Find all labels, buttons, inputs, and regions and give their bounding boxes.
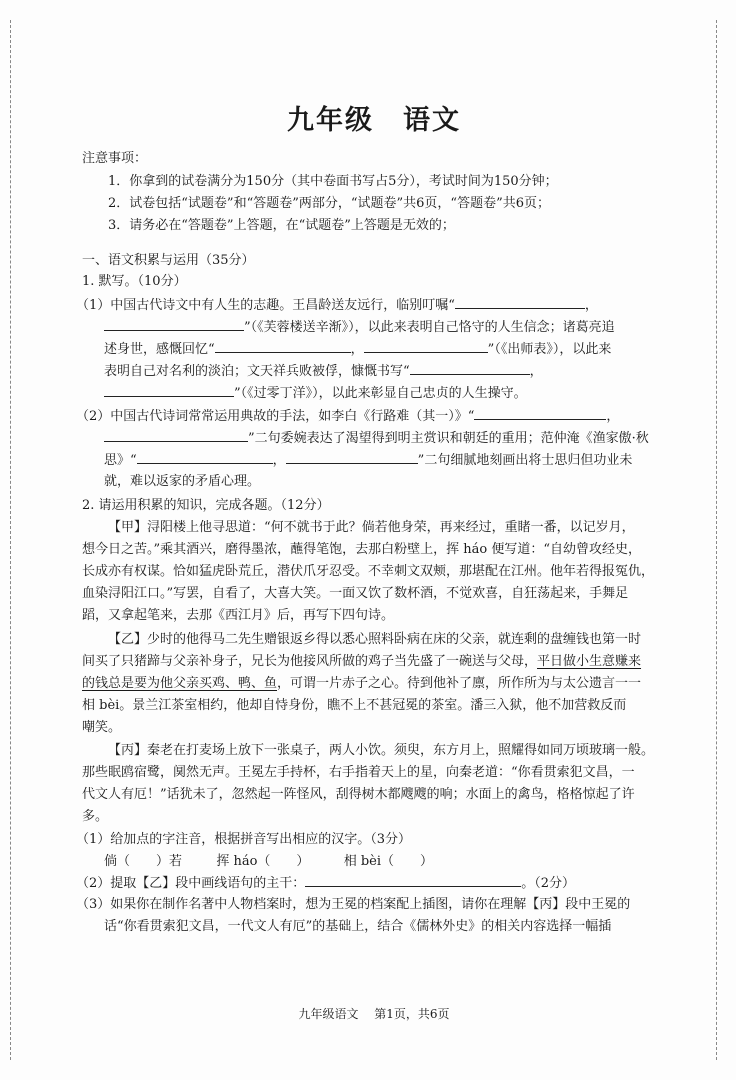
notice-item-1: 1．你拿到的试卷满分为150分（其中卷面书写占5分），考试时间为150分钟； <box>108 174 558 189</box>
answer-blank[interactable] <box>104 318 244 331</box>
bing-line-4: 多。 <box>82 809 109 824</box>
footer-subject: 九年级语文 <box>298 1007 359 1021</box>
sub1-c2: 挥 háo（ <box>216 854 271 869</box>
q1-p1-line2 <box>82 318 666 337</box>
notice-item-2: 2．试卷包括“试题卷”和“答题卷”两部分，“试题卷”共6页，“答题卷”共6页； <box>108 196 550 211</box>
q2-heading: 2. 请运用积累的知识，完成各题。（12分） <box>82 498 330 513</box>
q1-p1-text-a: （1）中国古代诗文中有人生的志趣。王昌龄送友远行，临别叮嘱“ <box>76 298 455 313</box>
jia-line-3: 长成亦有权谋。恰如猛虎卧荒丘，潜伏爪牙忍受。不幸刺文双颊，那堪配在江州。他年若得报冤仇， <box>82 564 655 579</box>
answer-blank[interactable] <box>137 451 273 464</box>
answer-blank[interactable] <box>215 340 351 353</box>
page-title: 九年级 语文 <box>287 105 461 136</box>
sub3-line-2: 话“你看贯索犯文昌，一代文人有厄”的基础上，结合《儒林外史》的相关内容选择一幅插 <box>104 919 612 934</box>
page-footer <box>82 1005 666 1022</box>
q1-p2-text-d: ”二句细腻地刻画出将士思归但功业未 <box>417 453 633 468</box>
bing-line-2: 那些眠鸥宿鹭，阒然无声。王冕左手持杯，右手指着天上的星，向秦老道：“你看贯索犯文昌，一 <box>82 765 635 780</box>
sub1-c2-end: ） <box>296 854 310 869</box>
sub2-points: 。（2分） <box>521 876 576 891</box>
q1-p1-text-d: ”（《出师表》），以此来 <box>487 342 612 357</box>
jia-line-1: 【甲】浔阳楼上他寻思道：“何不就书于此？倘若他身荣，再来经过，重睹一番，以记岁月， <box>108 520 635 535</box>
q1-p1-comma3: ， <box>529 364 543 379</box>
sub2-text: （2）提取【乙】段中画线语句的主干： <box>76 876 306 891</box>
jia-line-4: 血染浔阳江口。”写罢，自看了，大喜大笑。一面又饮了数杯酒，不觉欢喜，自狂荡起来，手舞足 <box>82 586 629 601</box>
binding-line-left <box>10 20 12 1060</box>
q1-p1-text-e: 表明自己对名利的淡泊；文天祥兵败被俘，慷慨书写“ <box>104 364 410 379</box>
section-heading: 一、语文积累与运用（35分） <box>82 253 255 268</box>
bing-line-1: 【丙】秦老在打麦场上放下一张桌子，两人小饮。须臾，东方月上，照耀得如同万顷玻璃一般。 <box>108 743 655 758</box>
binding-line-right <box>716 20 718 1060</box>
jia-line-2: 想今日之苦。”乘其酒兴，磨得墨浓，蘸得笔饱，去那白粉壁上，挥 háo 便写道：“自幼曾攻经史， <box>82 542 642 557</box>
yi-underlined-b: 的钱总是要为他父亲买鸡、鸭、鱼 <box>82 676 278 691</box>
answer-blank[interactable] <box>455 296 585 309</box>
answer-blank[interactable] <box>104 429 248 442</box>
q1-p1-line1 <box>76 296 666 315</box>
answer-blank[interactable] <box>104 384 234 397</box>
yi-underlined-a: 平日做小生意赚来 <box>537 654 642 669</box>
q1-p2-line1 <box>76 407 666 426</box>
answer-blank[interactable] <box>305 874 521 887</box>
yi-text: 间买了只猪蹄与父亲补身子，兄长为他接风所做的鸡子当先盛了一碗送与父母， <box>82 654 538 669</box>
footer-page-number: 第1页，共6页 <box>374 1007 450 1021</box>
sub1-question: （1）给加点的字注音，根据拼音写出相应的汉字。（3分） <box>76 832 412 847</box>
sub1-c1-end: ）若 <box>156 854 183 869</box>
q1-p2-text-c: 思》“ <box>104 453 137 468</box>
yi-text-b: ，可谓一片赤子之心。待到他补了廪，所作所为与太公遗言一一 <box>277 676 642 691</box>
q1-p1-text-f: ”（《过零丁洋》），以此来彰显自己忠贞的人生操守。 <box>234 386 527 401</box>
sub3-line-1: （3）如果你在制作名著中人物档案时，想为王冕的档案配上插图，请你在理解【丙】段中王冕的 <box>76 897 631 912</box>
q1-heading: 1. 默写。（10分） <box>82 274 187 289</box>
yi-line-1: 【乙】少时的他得马二先生赠银返乡得以悉心照料卧病在床的父亲，就连剩的盘缠钱也第一时 <box>108 632 642 647</box>
q1-p1-comma: ， <box>584 298 598 313</box>
sub1-c3-end: ） <box>420 854 434 869</box>
sub1-c1: 倘（ <box>104 854 131 869</box>
notice-item-3: 3．请务必在“答题卷”上答题，在“试题卷”上答题是无效的； <box>108 218 455 233</box>
yi-line-3 <box>82 675 666 693</box>
q1-p2-text-a: （2）中国古代诗词常常运用典故的手法，如李白《行路难（其一）》“ <box>76 409 475 424</box>
q1-p1-line4 <box>82 362 666 381</box>
q1-p2-text-b: ”二句委婉表达了渴望得到明主赏识和朝廷的重用；范仲淹《渔家傲·秋 <box>248 431 649 446</box>
q1-p1-line5 <box>82 384 666 403</box>
sub1-c3: 相 bèi（ <box>343 854 395 869</box>
q1-p1-text-b: ”（《芙蓉楼送辛渐》），以此来表明自己恪守的人生信念；诸葛亮追 <box>244 320 615 335</box>
q1-p2-line3 <box>82 451 666 470</box>
answer-blank[interactable] <box>410 362 530 375</box>
q1-p2-line4: 就，难以返家的矛盾心理。 <box>104 474 261 489</box>
jia-line-5: 蹈，又拿起笔来，去那《西江月》后，再写下四句诗。 <box>82 608 395 623</box>
q1-p2-line2 <box>82 429 666 448</box>
sub2-question <box>76 874 666 893</box>
answer-blank[interactable] <box>364 340 488 353</box>
notice-heading: 注意事项： <box>82 151 148 166</box>
sub1-answers <box>104 853 666 871</box>
q1-p2-comma: ， <box>606 409 620 424</box>
bing-line-3: 代文人有厄！”话犹未了，忽然起一阵怪风，刮得树木都飕飕的响；水面上的禽鸟，格格惊起了许 <box>82 787 635 802</box>
q1-p1-line3 <box>82 340 666 359</box>
q1-p1-comma2: ， <box>350 342 364 357</box>
q1-p1-text-c: 述身世，感慨回忆“ <box>104 342 215 357</box>
q1-p2-comma2: ， <box>272 453 286 468</box>
yi-line-5: 嘲笑。 <box>82 720 122 735</box>
answer-blank[interactable] <box>474 407 606 420</box>
yi-line-2 <box>82 653 666 671</box>
answer-blank[interactable] <box>286 451 418 464</box>
yi-line-4: 相 bèi。景兰江茶室相约，他却自恃身份，瞧不上不甚冠冕的茶室。潘三入狱，他不加营救反而 <box>82 698 627 713</box>
